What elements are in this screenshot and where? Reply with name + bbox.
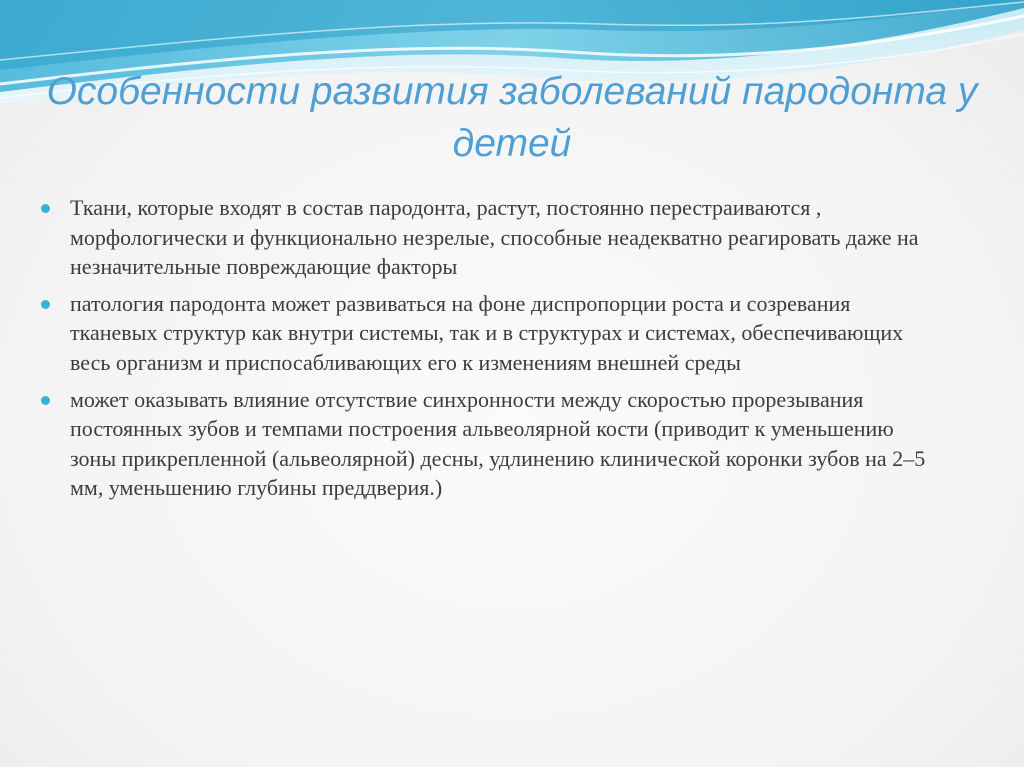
bullet-dot-icon xyxy=(41,300,50,309)
bullet-item xyxy=(40,193,940,282)
bullet-item xyxy=(40,385,940,503)
slide-title: Особенности развития заболеваний пародонта у детей xyxy=(46,70,978,165)
bullet-text: может оказывать влияние отсутствие синхронности между скоростью прорезывания постоянных зубов и темпами построения альвеолярной кости (приводит к уменьшению зоны прикрепленной (альвеолярной) десны, удлинению клинической коронки зубов на 2–5 мм, уменьшению глубины преддверия.) xyxy=(70,386,926,501)
bullet-list xyxy=(40,193,940,510)
bullet-dot-icon xyxy=(41,396,50,405)
bullet-dot-icon xyxy=(41,204,50,213)
bullet-item xyxy=(40,289,940,378)
bullet-text: Ткани, которые входят в состав пародонта, растут, постоянно перестраиваются , морфологически и функционально незрелые, способные неадекватно реагировать даже на незначительные повреждающие факторы xyxy=(70,195,919,280)
bullet-text: патология пародонта может развиваться на фоне диспропорции роста и созревания тканевых структур как внутри системы, так и в структурах и системах, обеспечивающих весь организм и приспосабливающих его к изменениям внешней среды xyxy=(70,290,904,375)
